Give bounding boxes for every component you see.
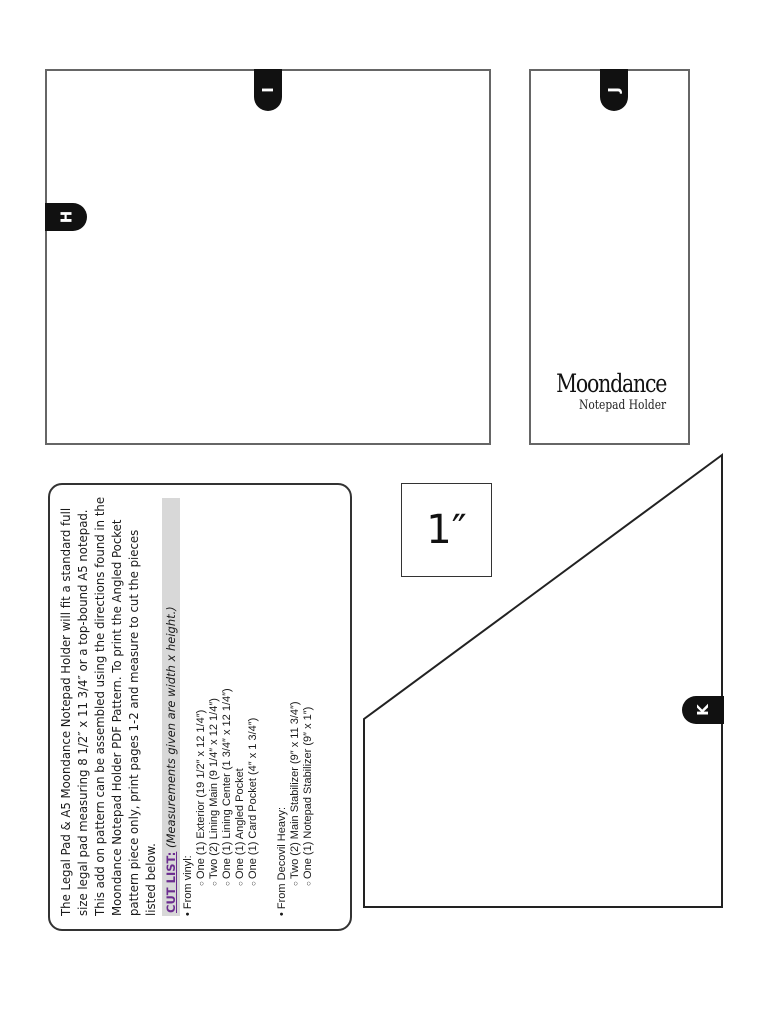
cut-item: ○ Two (2) Lining Main (9 1/4″ x 12 1/4″) [208, 498, 221, 886]
brand-subtitle: Notepad Holder [578, 398, 666, 413]
angled-pocket-outline [364, 455, 722, 907]
cut-list-note: (Measurements given are width x height.) [164, 606, 178, 848]
intro-paragraph: The Legal Pad & A5 Moondance Notepad Holder will fit a standard full size legal pad measuring 8 1/2″ x 11 3/4″ or a top-bound A5 notepad. This add on pattern can be assembled using the directions found in the Moondance Notepad Holder PDF Pattern. To print the Angled Pocket pattern piece only, print pages 1-2 and measure to cut the pieces listed below. [58, 496, 158, 916]
instructions-card [48, 483, 352, 931]
tab-h-label: H [57, 210, 75, 224]
cut-group-title: • From Decovil Heavy: [276, 498, 289, 916]
cut-item: ○ One (1) Exterior (19 1/2″ x 12 1/4″) [195, 498, 208, 886]
cut-list-label: CUT LIST: [164, 851, 178, 913]
instructions-content [55, 490, 345, 924]
cut-item: ○ One (1) Notepad Stabilizer (9″ x 1″) [302, 498, 315, 886]
brand-name: Moondance [556, 369, 666, 398]
cut-item: ○ One (1) Angled Pocket [234, 498, 247, 886]
tab-j-label: J [605, 87, 623, 93]
cut-group-vinyl [182, 498, 260, 916]
cut-list-header [162, 498, 180, 916]
cut-group-title: • From vinyl: [182, 498, 195, 916]
scale-label: 1″ [426, 507, 467, 553]
cut-item: ○ Two (2) Main Stabilizer (9″ x 11 3/4″) [289, 498, 302, 886]
cut-item: ○ One (1) Card Pocket (4″ x 1 3/4″) [247, 498, 260, 886]
tab-k [682, 696, 724, 724]
cut-item: ○ One (1) Lining Center (1 3/4″ x 12 1/4″) [221, 498, 234, 886]
tab-i-label: I [259, 87, 277, 93]
cut-group-decovil [276, 498, 315, 916]
tab-k-label: K [694, 704, 712, 716]
